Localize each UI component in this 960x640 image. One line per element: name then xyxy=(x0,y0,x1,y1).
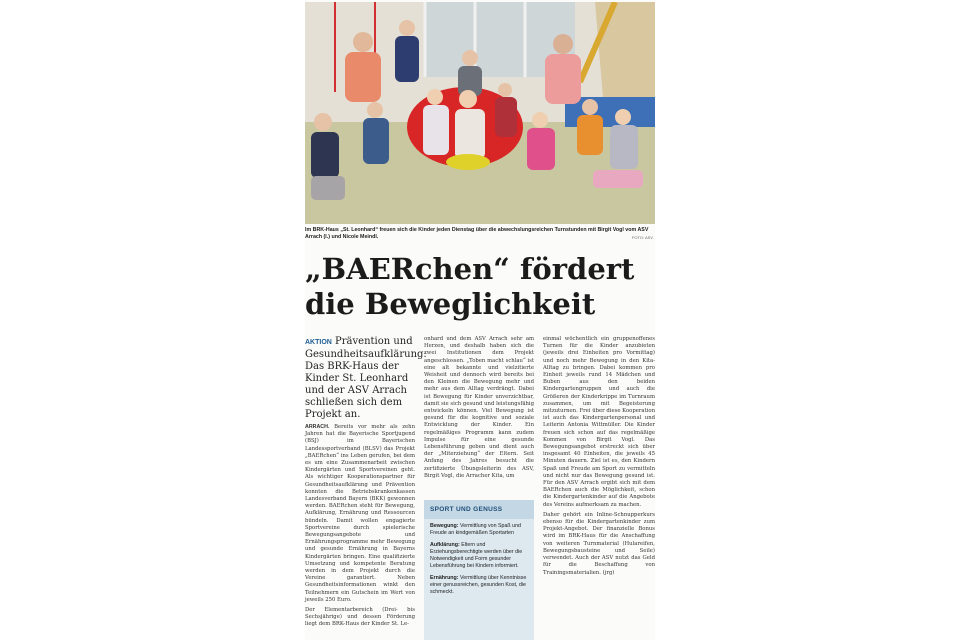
info-box-body xyxy=(424,519,534,605)
info-text: Vermittlung über Kenntnisse einer genussreichen, gesunden Kost, die schmeckt. xyxy=(430,575,527,595)
headline-line-2: die Beweglichkeit xyxy=(305,287,596,321)
info-box-title: SPORT UND GENUSS xyxy=(424,500,534,519)
photo-caption: Im BRK-Haus „St. Leonhard“ freuen sich die Kinder jeden Dienstag über die abwechslungsreichen Turnstunden mit Birgit Vogl vom ASV Arrach (l.) und Nicole Meindl. xyxy=(305,227,649,240)
body-text: Bereits vor mehr als zehn Jahren hat die Bayerische Sportjugend (BSJ) im Bayerischen Landessportverband (BLSV) das Projekt „BAERchen“ ins Leben gerufen, bei dem es um eine Zusammenarbeit zwischen Kindergärten und Sportvereinen geht. Als wichtiger Kooperationspartner für Gesundheitsaufklärung und Prävention konnten die Betriebskrankenkassen Landesverband Bayern (BKK) gewonnen werden. BAERchen steht für Bewegung, Aufklärung, Ernährung und Ressourcen bündeln. Damit wollen engagierte Sportvereine durch spielerische Bewegungsangebote und Ernährungsprogramme mehr Bewegung und gesunde Ernährung in Bayerns Kindergärten bringen. Eine qualifizierte Umsetzung und kompetente Beratung werden in dem Projekt durch die Vereine garantiert. Neben Gesundheitsinformationen winkt den Teilnehmern ein Gutschein im Wert von jeweils 250 Euro. xyxy=(305,424,415,603)
info-item xyxy=(430,575,528,596)
body-paragraph: Der Elementarbereich (Drei- bis Sechsjährige) und dessen Förderung liegt dem BRK-Haus der Kinder St. Le- xyxy=(305,607,415,628)
info-text: Vermittlung von Spaß und Freude an kindgemäßen Sportarten xyxy=(430,523,521,536)
group-photo xyxy=(305,2,655,224)
article-column-1 xyxy=(305,336,427,632)
gym-photo-illustration xyxy=(305,2,655,224)
body-paragraph: onhard und dem ASV Arrach sehr am Herzen, und deshalb haben sich die zwei Institutionen dem Projekt angeschlossen. „Toben macht schlau“ ist eine alt bekannte und vielzitierte Weisheit und dennoch wird bereits bei den Kleinen die Bewegung mehr und mehr aus dem Alltag verdrängt. Dabei ist Bewegung für Kinder unverzichtbar, damit sie sich gesund und leistungsfähig entwickeln können. Viel Bewegung ist gesund für die kognitive und soziale Entwicklung der Kinder. Ein regelmäßiges Programm kann zudem Impulse für eine gesunde Lebensführung geben und dient auch der „Miterziehung“ der Eltern. Seit Anfang des Jahres besucht die zertifizierte Übungsleiterin des ASV, Birgit Vogl, die Arracher Kita, um xyxy=(424,336,534,479)
info-term: Bewegung: xyxy=(430,523,459,529)
article-column-3 xyxy=(543,336,655,580)
body-paragraph: Daher gehört ein Inline-Schnupperkurs ebenso für die Kindergartenkinder zum Projekt-Angebot. Der finanzielle Bonus wird im BRK-Haus für die Anschaffung von weiteren Turnmaterial (Hulareifen, Bewegungsbausteine und Seile) verwendet. Auch der ASV nutzt das Geld für die Beschaffung von Trainingsmaterialien. (jrg) xyxy=(543,511,655,576)
info-item xyxy=(430,542,528,570)
photo-credit: FOTO: ASV xyxy=(631,235,653,240)
body-paragraph: einmal wöchentlich ein gruppenoffenes Turnen für die Kinder anzubieten (jeweils drei Einheiten pro Vormittag) und noch mehr Bewegung in den Kita-Alltag zu bringen. Dabei kommen pro Einheit jeweils rund 14 Mädchen und Buben aus den beiden Kindergartengruppen und auch die Größeren der Kinderkrippe im Turnraum zusammen, um mit Begeisterung mitzuturnen. Frei über diese Kooperation ist auch das Kindergartenpersonal und Leiterin Antonia Wittmüller. Die Kinder freuen sich schon auf das regelmäßige Kommen von Birgit Vogl. Das Bewegungsangebot erstreckt sich über insgesamt 40 Einheiten, die jeweils 45 Minuten dauern. Ziel ist es, den Kindern Spaß und Freude am Sport zu vermitteln und nicht nur das Bewegung gesund ist. Für den ASV Arrach ergibt sich mit dem BAERchen auch die Möglichkeit, schon die Kindergartenkinder auf die Angebote des Vereins aufmerksam zu machen. xyxy=(543,336,655,508)
teaser-kicker: AKTION xyxy=(305,339,332,346)
newspaper-page xyxy=(305,0,655,640)
info-term: Ernährung: xyxy=(430,575,459,581)
article-teaser xyxy=(305,336,427,421)
info-box xyxy=(424,500,534,640)
dateline: ARRACH. xyxy=(305,424,330,430)
article-column-2 xyxy=(424,336,534,483)
info-text: Eltern und Erziehungsberechtigte werden über die Notwendigkeit und Form gesunder Lebensführung bei Kindern informiert. xyxy=(430,542,523,569)
info-item xyxy=(430,523,528,537)
headline-line-1: „BAERchen“ fördert xyxy=(305,252,635,286)
teaser-text: Prävention und Gesundheitsaufklärung: Das BRK-Haus der Kinder St. Leonhard und der ASV Arrach schließen sich dem Projekt an. xyxy=(305,336,427,420)
info-term: Aufklärung: xyxy=(430,542,460,548)
article-headline xyxy=(305,252,655,322)
body-paragraph xyxy=(305,424,415,604)
